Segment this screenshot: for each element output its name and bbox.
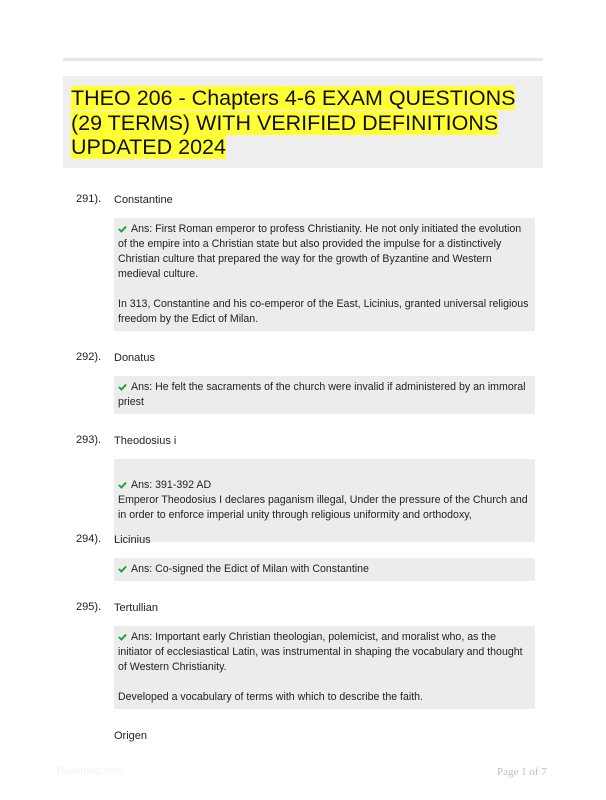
answer-text: Ans: Co-signed the Edict of Milan with Constantine — [131, 563, 369, 575]
answer-box — [114, 558, 535, 581]
answer-box — [114, 459, 535, 542]
answer-paragraph: Developed a vocabulary of terms with which to describe the faith. — [118, 691, 424, 703]
question-number: 292). — [76, 351, 102, 363]
question-number: 295). — [76, 601, 102, 613]
check-icon — [118, 225, 127, 233]
question-number: 291). — [76, 193, 102, 205]
answer-text: Ans: He felt the sacraments of the church were invalid if administered by an immoral priest — [118, 381, 526, 408]
question-term: Constantine — [114, 194, 173, 206]
answer-text: Ans: Important early Christian theologian, polemicist, and moralist who, as the initiator of ecclesiastical Latin, was instrumental in shaping the vocabulary and thought of Western Christianity. — [118, 631, 523, 673]
page-number: Page 1 of 7 — [497, 766, 547, 778]
check-icon — [118, 383, 127, 391]
check-icon — [118, 565, 127, 573]
question-term: Theodosius i — [114, 435, 177, 447]
question-term: Donatus — [114, 352, 155, 364]
top-rule — [63, 58, 543, 61]
answer-paragraph — [118, 630, 531, 675]
answer-box — [114, 376, 535, 414]
answer-paragraph — [118, 562, 531, 577]
check-icon — [118, 481, 127, 489]
answer-paragraph: In 313, Constantine and his co-emperor of the East, Licinius, granted universal religious freedom by the Edict of Milan. — [118, 298, 529, 325]
answer-paragraph — [118, 380, 531, 410]
question-term: Licinius — [114, 534, 151, 546]
check-icon — [118, 633, 127, 641]
document-title-text: THEO 206 - Chapters 4-6 EXAM QUESTIONS (29 TERMS) WITH VERIFIED DEFINITIONS UPDATED 2024 — [71, 86, 516, 159]
title-box — [63, 76, 543, 168]
question-term-next: Origen — [114, 730, 148, 742]
answer-box — [114, 626, 535, 709]
question-number: 294). — [76, 533, 102, 545]
answer-paragraph — [118, 222, 531, 282]
question-term: Tertullian — [114, 602, 159, 614]
answer-text: Ans: 391-392 AD Emperor Theodosius I declares paganism illegal, Under the pressure of the Church and in order to enforce imperial unity through religious uniformity and orthodoxy, — [118, 479, 528, 521]
footer-watermark: Papertstic.com — [57, 766, 124, 777]
answer-box — [114, 218, 535, 331]
question-number: 293). — [76, 434, 102, 446]
document-title — [71, 86, 537, 160]
answer-paragraph — [118, 478, 531, 523]
answer-text: Ans: First Roman emperor to profess Christianity. He not only initiated the evolution of the empire into a Christian state but also provided the impulse for a distinctively Christian culture that prepared the way for the growth of Byzantine and Western medieval culture. — [118, 223, 522, 280]
